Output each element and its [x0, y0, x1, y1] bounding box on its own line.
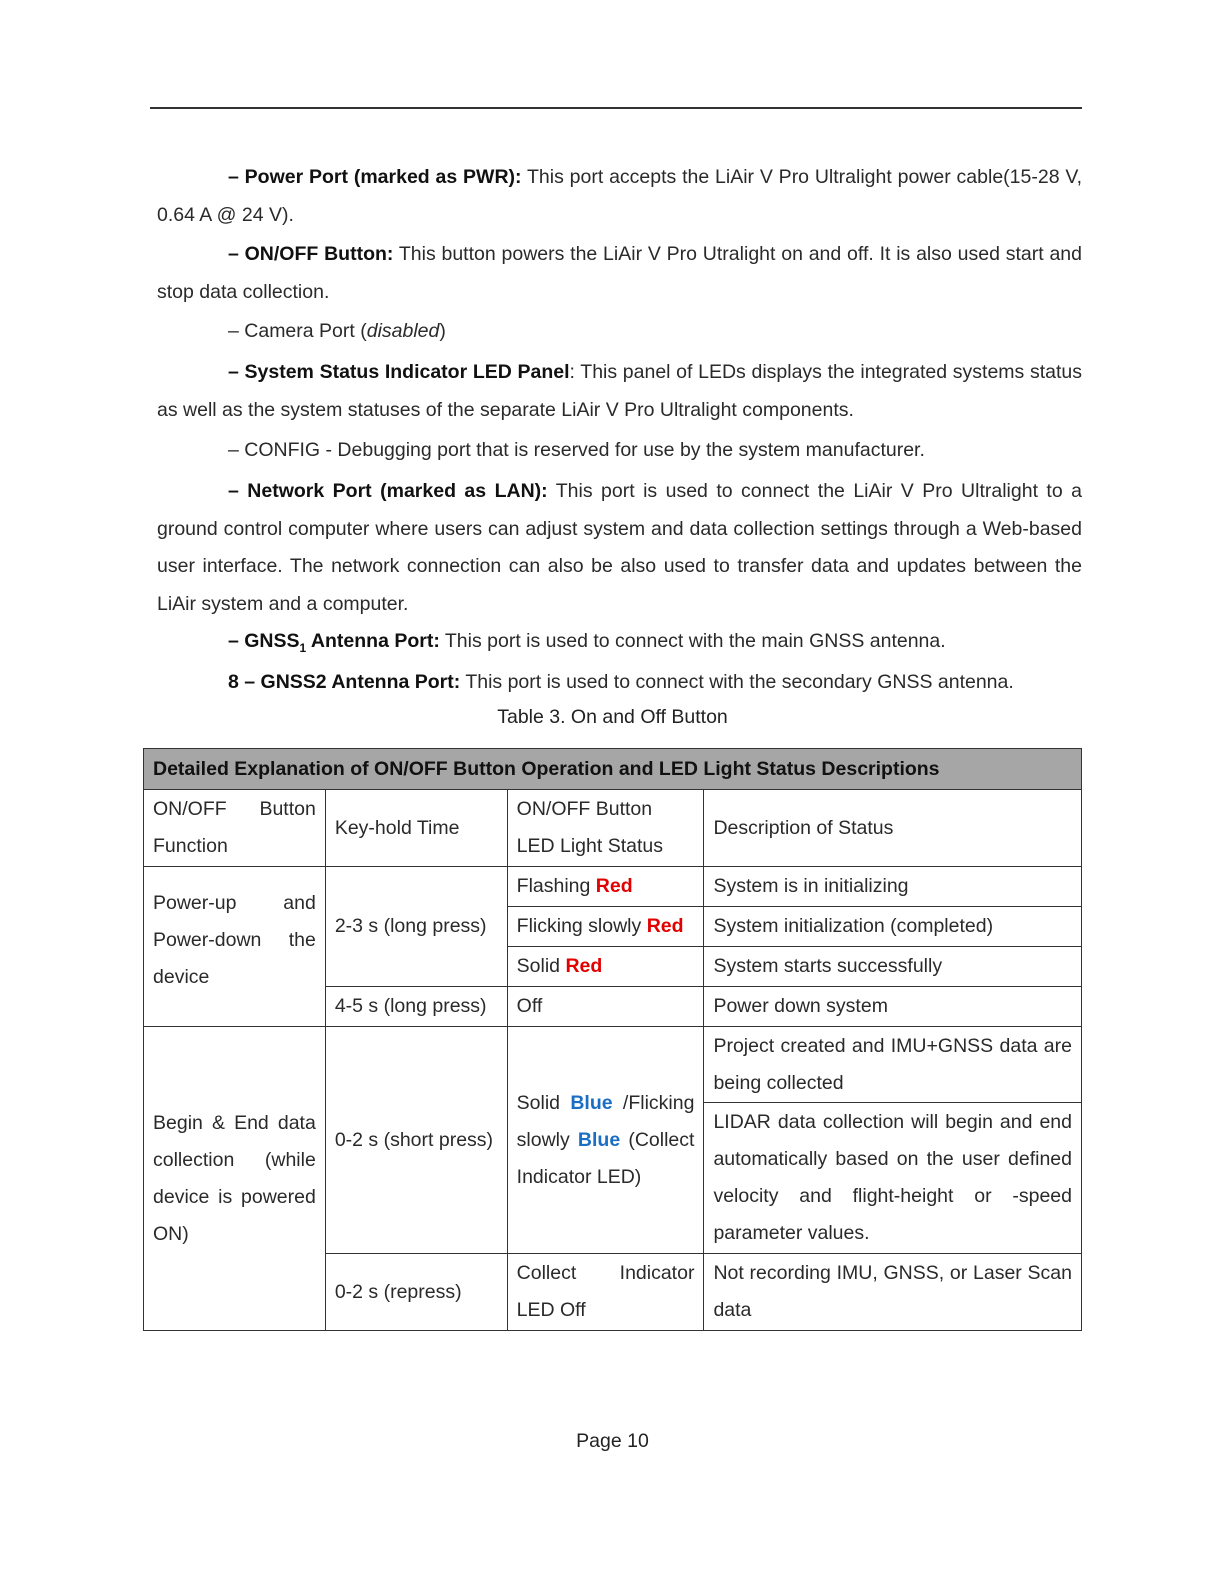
collection-function-cell: Begin & End data collection (while device is powered ON) — [144, 1027, 326, 1331]
description-cell: Not recording IMU, GNSS, or Laser Scan data — [704, 1254, 1082, 1331]
description-cell: System is in initializing — [704, 867, 1082, 907]
config-paragraph — [157, 432, 1082, 470]
power-port-paragraph — [157, 159, 1082, 234]
time-long-cell: 2-3 s (long press) — [325, 867, 507, 987]
led-status-cell — [507, 907, 704, 947]
column-description: Description of Status — [704, 790, 1082, 867]
gnss2-lead: 8 – GNSS2 Antenna Port: — [228, 671, 461, 693]
onoff-button-lead: – ON/OFF Button: — [228, 243, 394, 265]
table-row — [144, 867, 1082, 907]
network-port-paragraph — [157, 473, 1082, 623]
gnss2-text: This port is used to connect with the secondary GNSS antenna. — [460, 671, 1014, 693]
table-row — [144, 1027, 1082, 1103]
column-led-status: ON/OFF Button LED Light Status — [507, 790, 704, 867]
gnss1-paragraph — [157, 623, 1082, 667]
camera-port-text: – Camera Port ( — [228, 320, 367, 342]
gnss1-text: This port is used to connect with the main GNSS antenna. — [439, 630, 946, 652]
collect-status-a: Solid — [516, 1091, 571, 1114]
time-repress-cell: 0-2 s (repress) — [325, 1254, 507, 1331]
led-status-cell — [507, 947, 704, 987]
header-rule — [150, 107, 1082, 109]
gnss1-lead-b: Antenna Port: — [306, 630, 440, 652]
camera-port-paragraph — [157, 313, 1082, 351]
gnss1-lead-a: – GNSS — [228, 630, 300, 652]
button-status-table — [143, 748, 1082, 1331]
led-status-cell: Off — [507, 987, 704, 1027]
time-short-cell: 0-2 s (short press) — [325, 1027, 507, 1254]
power-port-lead: – Power Port (marked as PWR): — [228, 166, 522, 188]
onoff-button-text: This button powers the LiAir V Pro Utralight on and off. It is also used start and stop data collection. — [157, 243, 1082, 303]
gnss2-paragraph — [157, 664, 1082, 702]
table-header: Detailed Explanation of ON/OFF Button Operation and LED Light Status Descriptions — [144, 749, 1082, 790]
network-port-lead: – Network Port (marked as LAN): — [228, 480, 548, 502]
blue-word: Blue — [577, 1128, 621, 1151]
description-cell: LIDAR data collection will begin and end automatically based on the user defined velocity and flight-height or -speed parameter values. — [704, 1103, 1082, 1254]
gnss1-subscript: 1 — [299, 640, 307, 655]
collect-status-c: (Collect Indicator LED) — [516, 1128, 695, 1188]
network-port-text: This port is used to connect the LiAir V Pro Ultralight to a ground control computer where users can adjust system and data collection settings through a Web-based user interface. The network connection can also be also used to transfer data and updates between the LiAir system and a computer. — [157, 480, 1082, 615]
description-cell: Project created and IMU+GNSS data are being collected — [704, 1027, 1082, 1103]
red-word: Red — [646, 915, 684, 937]
status-led-lead: – System Status Indicator LED Panel — [228, 361, 570, 383]
table-caption: Table 3. On and Off Button — [497, 706, 728, 728]
led-status-text: Flicking slowly — [516, 915, 647, 937]
gnss1-lead — [228, 630, 440, 655]
time-off-cell: 4-5 s (long press) — [325, 987, 507, 1027]
status-led-text: : This panel of LEDs displays the integrated systems status as well as the system statuses of the separate LiAir V Pro Ultralight components. — [157, 361, 1082, 421]
onoff-button-paragraph — [157, 236, 1082, 311]
description-cell: System initialization (completed) — [704, 907, 1082, 947]
camera-port-close: ) — [439, 320, 446, 342]
led-status-text: Solid — [516, 955, 566, 977]
power-port-text: This port accepts the LiAir V Pro Ultralight power cable(15-28 V, 0.64 A @ 24 V). — [157, 166, 1082, 226]
collect-status-b: /Flicking slowly — [516, 1091, 695, 1151]
led-status-text: Flashing — [516, 875, 596, 897]
table-column-row — [144, 790, 1082, 867]
collect-led-status-cell — [507, 1027, 704, 1254]
blue-word: Blue — [570, 1091, 613, 1114]
camera-port-disabled: disabled — [366, 320, 440, 342]
description-cell: System starts successfully — [704, 947, 1082, 987]
table-header-row — [144, 749, 1082, 790]
status-led-paragraph — [157, 354, 1082, 429]
red-word: Red — [595, 875, 633, 897]
power-function-cell: Power-up and Power-down the device — [144, 867, 326, 1027]
description-cell: Power down system — [704, 987, 1082, 1027]
led-status-cell — [507, 867, 704, 907]
red-word: Red — [565, 955, 603, 977]
config-text: – CONFIG - Debugging port that is reserved for use by the system manufacturer. — [228, 439, 925, 461]
column-keyhold: Key-hold Time — [325, 790, 507, 867]
page-number: Page 10 — [576, 1430, 649, 1452]
column-function: ON/OFF Button Function — [144, 790, 326, 867]
led-status-cell: Collect Indicator LED Off — [507, 1254, 704, 1331]
